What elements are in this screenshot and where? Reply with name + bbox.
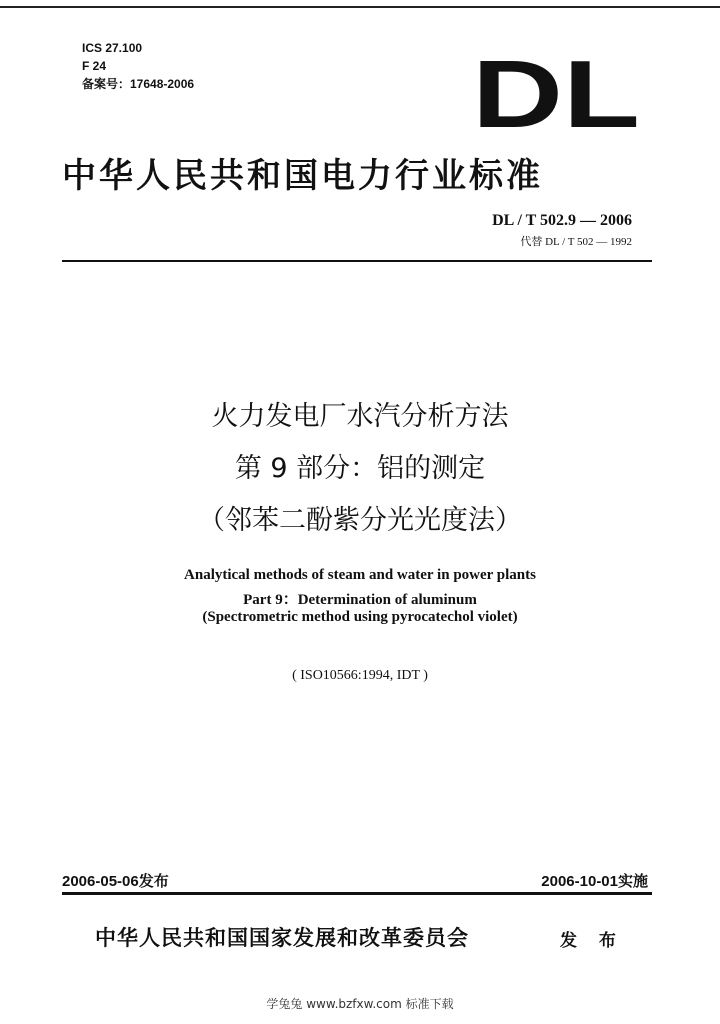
title-en-line3: (Spectrometric method using pyrocatechol violet) bbox=[202, 609, 518, 625]
filing-number: 备案号：17648-2006 bbox=[82, 77, 195, 91]
svg-text:DL: DL bbox=[472, 55, 640, 130]
effective-date: 2006-10-01实施 bbox=[541, 873, 648, 890]
footer-divider bbox=[62, 892, 652, 895]
title-cn-line1: 火力发电厂水汽分析方法 bbox=[211, 401, 509, 432]
title-en-line1: Analytical methods of steam and water in power plants bbox=[184, 567, 536, 583]
issue-date: 2006-05-06发布 bbox=[62, 873, 169, 890]
top-border-line bbox=[0, 6, 720, 8]
classification-code: F 24 bbox=[82, 59, 107, 73]
organization-title: 中华人民共和国电力行业标准 bbox=[62, 156, 543, 196]
iso-reference: ( ISO10566:1994, IDT ) bbox=[292, 668, 428, 683]
replaced-standard: 代替 DL / T 502 — 1992 bbox=[520, 236, 632, 248]
watermark-footer: 学兔兔 www.bzfxw.com 标准下载 bbox=[266, 997, 454, 1011]
header-divider bbox=[62, 260, 652, 262]
publisher-name: 中华人民共和国国家发展和改革委员会 bbox=[95, 925, 469, 950]
title-cn-line2: 第 9 部分：铝的测定 bbox=[234, 453, 486, 484]
title-en-line2: Part 9：Determination of aluminum bbox=[243, 592, 477, 608]
standard-number: DL / T 502.9 — 2006 bbox=[492, 212, 632, 229]
publish-label: 发 布 bbox=[560, 931, 624, 951]
ics-code: ICS 27.100 bbox=[82, 41, 143, 55]
title-cn-line3: （邻苯二酚紫分光光度法） bbox=[198, 505, 522, 536]
dl-logo bbox=[472, 55, 642, 130]
